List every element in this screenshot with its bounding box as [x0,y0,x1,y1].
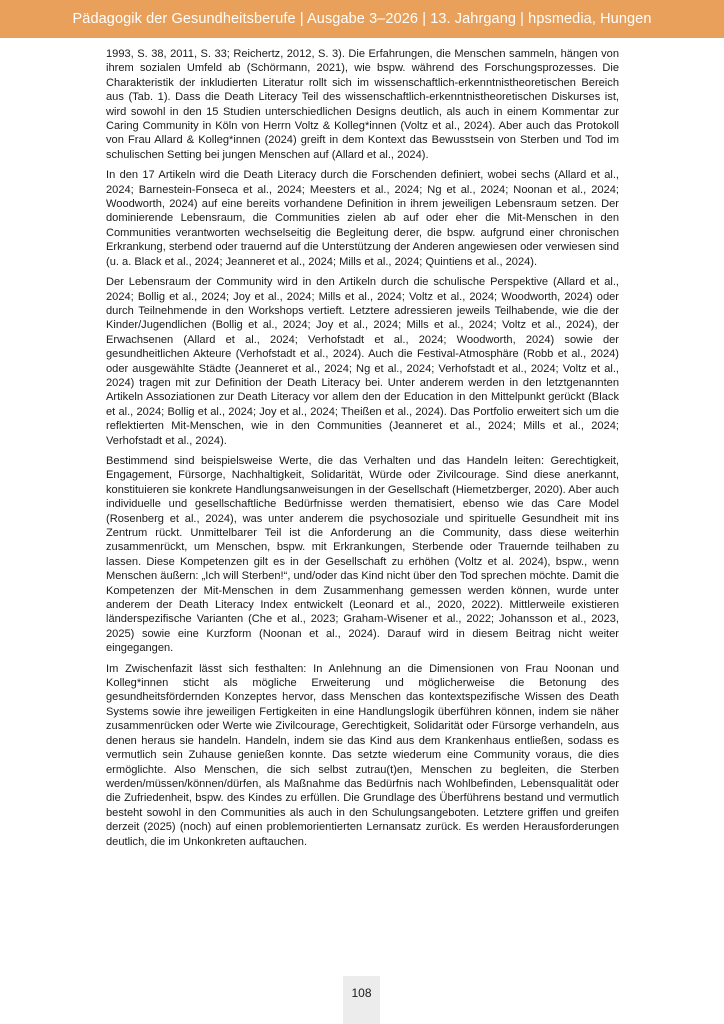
paragraph-3: Der Lebensraum der Community wird in den Artikeln durch die schulische Perspektive (Allard et al., 2024; Bollig et al., 2024; Joy et al., 2024; Mills et al., 2024; Voltz et al., 2024; Woodworth, 2024) oder durch Teilnehmende in den Workshops vertieft. Letztere adressieren jeweils Teilhabende, wie die der Kinder/Jugendlichen (Bollig et al., 2024; Joy et al., 2024; Mills et al., 2024; Voltz et al., 2024), der Erwachsenen (Allard et al., 2024; Verhofstadt et al., 2024; Woodworth, 2024) sowie der gesundheitlichen Akteure (Verhofstadt et al., 2024). Auch die Festival-Atmosphäre (Robb et al., 2024) oder ausgewählte Städte (Jeanneret et al., 2024; Ng et al., 2024; Verhofstadt et al., 2024; Voltz et al., 2024) tragen mit zur Definition der Death Literacy bei. Unter anderem werden in den letztgenannten Artikeln Assoziationen zur Death Literacy vor allem den der Education in den Mittelpunkt gerückt (Black et al., 2024; Bollig et al., 2024; Joy et al., 2024; Theißen et al., 2024). Das Portfolio erweitert sich um die reflektierten Mit-Menschen, wie in den Communities (Jeanneret et al., 2024; Mills et al., 2024; Verhofstadt et al., 2024). [106,276,619,447]
journal-header [0,0,724,38]
paragraph-1: 1993, S. 38, 2011, S. 33; Reichertz, 2012, S. 3). Die Erfahrungen, die Menschen sammeln, hängen von ihrem sozialen Umfeld ab (Schörmann, 2021), wie bspw. während des Forschungsprozesses. Die Charakteristik der inkludierten Literatur rollt sich im wissenschaftlich-erkenntnistheoretischen Bereich aus (Tab. 1). Dass die Death Literacy Teil des wissenschaftlich-erkenntnistheoretischen Diskurses ist, wird sowohl in den 15 Studien unterschiedlichen Designs deutlich, als auch in einem Kommentar zur Caring Community in Köln von Herrn Voltz & Kolleg*innen (Voltz et al., 2024). Aber auch das Protokoll von Frau Allard & Kolleg*innen (2024) greift in dem Kontext das Bewusstsein von Sterben und Tod im schulischen Setting bei jungen Menschen auf (Allard et al., 2024). [106,48,619,161]
paragraph-2: In den 17 Artikeln wird die Death Literacy durch die Forschenden definiert, wobei sechs (Allard et al., 2024; Barnestein-Fonseca et al., 2024; Meesters et al., 2024; Ng et al., 2024; Noonan et al., 2024; Woodworth, 2024) auf eine bereits vorhandene Definition in ihrem jeweiligen Lebensraum setzen. Der dominierende Lebensraum, die Communities zielen ab auf oder eher die Mit-Menschen in den Communities verantworten wechselseitig die Begleitung derer, die bspw. aufgrund einer chronischen Erkrankung, sterbend oder trauernd auf die Unterstützung der Anderen angewiesen oder verwiesen sind (u. a. Black et al., 2024; Jeanneret et al., 2024; Mills et al., 2024; Quintiens et al., 2024). [106,169,619,268]
paragraph-4: Bestimmend sind beispielsweise Werte, die das Verhalten und das Handeln leiten: Gerechtigkeit, Engagement, Fürsorge, Nachhaltigkeit, Solidarität, Würde oder Zivilcourage. Sind diese anerkannt, konstituieren sie konkrete Handlungsanweisungen in der Gesellschaft (Hiemetzberger, 2020). Aber auch individuelle und gesellschaftliche Bedürfnisse werden thematisiert, ebenso wie das Care Model (Rosenberg et al., 2024), was unter anderem die psychosoziale und spirituelle Gesundheit mit ins Zentrum rückt. Unmittelbarer Teil ist die Anforderung an die Community, dass diese weiterhin zusammenrückt, um Menschen, bspw. mit Erkrankungen, Sterbende oder Trauernde teilhaben zu lassen. Diese Kompetenzen gilt es in der Gesellschaft zu erhöhen (Voltz et al. 2024), bspw., wenn Menschen äußern: „Ich will Sterben!“, und/oder das Kind nicht über den Tod sprechen möchte. Damit die Kompetenzen der Mit-Menschen in dem Zusammenhang gemessen werden können, wurde unter anderem der Death Literacy Index entwickelt (Leonard et al., 2020, 2022). Mittlerweile existieren länderspezifische Varianten (Che et al., 2023; Graham-Wisener et al., 2022; Johansson et al., 2023, 2025) sowie eine Kurzform (Noonan et al., 2024). Darauf wird in diesem Beitrag nicht weiter eingegangen. [106,454,619,655]
journal-header-text: Pädagogik der Gesundheitsberufe | Ausgabe 3–2026 | 13. Jahrgang | hpsmedia, Hungen [72,11,652,27]
page-number: 108 [351,986,372,1000]
paragraph-5: Im Zwischenfazit lässt sich festhalten: In Anlehnung an die Dimensionen von Frau Noonan und Kolleg*innen sticht als mögliche Erweiterung und möglicherweise die Betonung des gesundheitsfördernden Konzeptes hervor, dass Menschen das kontextspezifische Wissen des Death Systems sowie ihre jeweiligen Fertigkeiten in eine Handlungslogik überführen können, indem sie näher zusammenrücken oder Werte wie Zivilcourage, Gerechtigkeit, Solidarität oder Fürsorge verhandeln, aus denen heraus sie handeln. Handeln, indem sie das Kind aus dem Krankenhaus entließen, sodass es vermutlich sein Zuhause genießen konnte. Das setzte wiederum eine Community voraus, die dies ermöglichte. Also Menschen, die sich selbst zutrau(t)en, Menschen zu begleiten, die Sterben werden/müssen/können/dürfen, als Maßnahme das Bedürfnis nach Wohlbefinden, Lebensqualität oder die Zufriedenheit, bspw. des Kindes zu erfüllen. Die Grundlage des Überführens bestand und vermutlich besteht sowohl in den Communities als auch in den Schulungsangeboten. Letztere griffen und greifen derzeit (2025) (noch) auf einen problemorientierten Lernansatz zurück. Es werden Herausforderungen deutlich, die im Unkonkreten auftauchen. [106,662,619,848]
page-footer [343,976,380,1024]
article-body [106,47,619,855]
